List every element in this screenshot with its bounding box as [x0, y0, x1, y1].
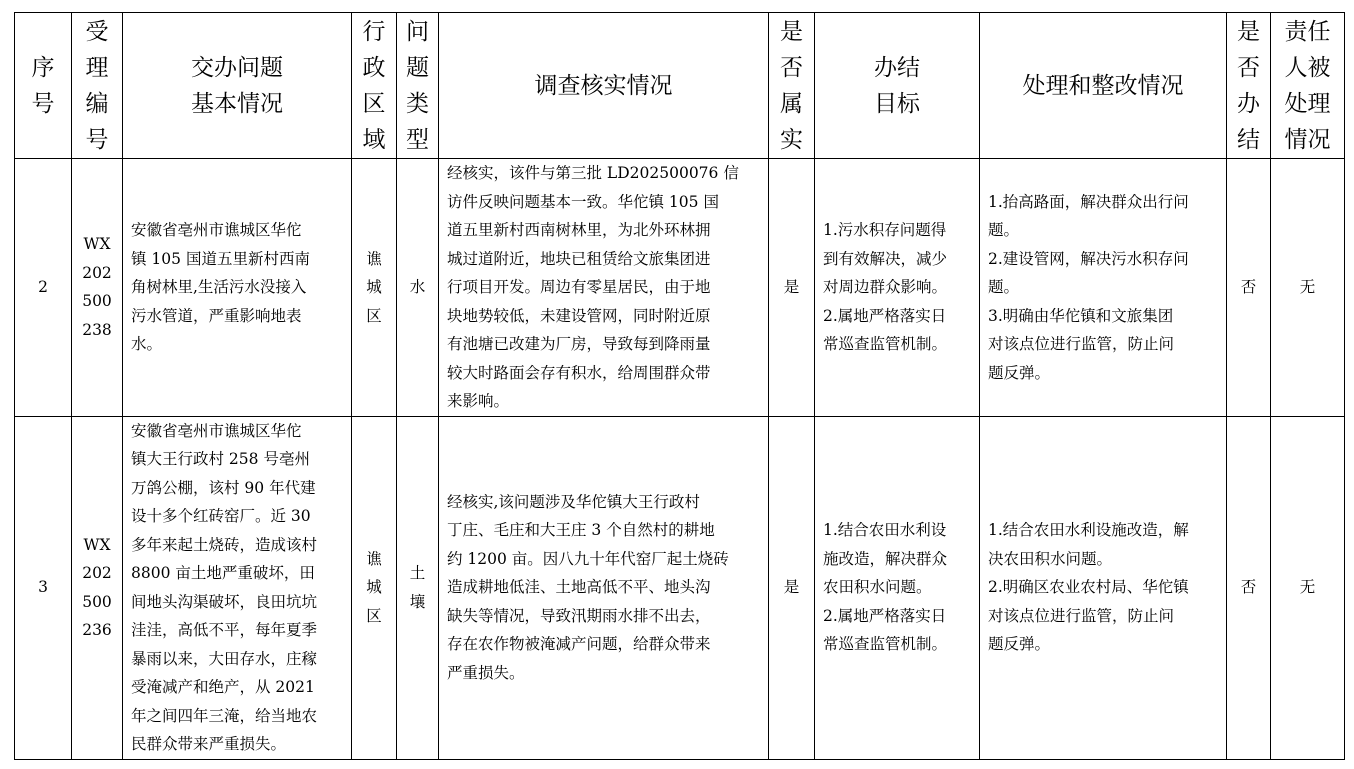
text-line: 决农田积水问题。 [988, 549, 1113, 568]
header-char: 受 [85, 18, 109, 45]
header-char: 号 [31, 90, 55, 117]
text-line: 经核实，该件与第三批 LD202500076 信 [447, 164, 739, 182]
cell-seq: 3 [15, 416, 72, 759]
text-line: 2.属地严格落实日 [823, 306, 947, 325]
text-line: 1.结合农田水利设施改造，解 [988, 521, 1189, 540]
header-char: 行 [362, 18, 386, 45]
header-char: 结 [1237, 126, 1260, 153]
text-line: 万鸽公棚，该村 90 年代建 [131, 478, 316, 497]
text-line: 丁庄、毛庄和大王庄 3 个自然村的耕地 [447, 521, 715, 540]
complaint-table [14, 12, 1345, 760]
header-char: 办 [1237, 90, 1260, 117]
header-handling: 处理和整改情况 [980, 13, 1227, 159]
cell-verified: 是 [769, 159, 815, 417]
text-line: 洼洼，高低不平，每年夏季 [131, 621, 318, 639]
cell-accept-no [72, 416, 123, 759]
cell-accept-no [72, 159, 123, 417]
header-char: 属 [780, 90, 803, 117]
text-line: 壤 [409, 592, 426, 611]
text-line: 2.属地严格落实日 [823, 606, 947, 625]
text-line: 有池塘已改建为厂房，导致每到降雨量 [447, 335, 711, 353]
header-char: 问 [406, 18, 429, 45]
text-line: 约 1200 亩。因八九十年代窑厂起土烧砖 [447, 549, 729, 568]
text-line: 对该点位进行监管，防止问 [988, 606, 1175, 625]
text-line: 来影响。 [447, 392, 510, 410]
cell-type [397, 416, 439, 759]
text-line: 缺失等情况，导致汛期雨水排不出去， [447, 606, 711, 625]
text-line: 水 [409, 278, 426, 296]
text-line: 设十多个红砖窑厂。近 30 [131, 507, 311, 525]
text-line: 间地头沟渠破坏，良田坑坑 [131, 592, 318, 611]
cell-goal [815, 416, 980, 759]
text-line: 目标 [874, 90, 920, 117]
text-line: 经核实,该问题涉及华佗镇大王行政村 [447, 492, 700, 511]
text-line: 污水管道，严重影响地表 [131, 306, 302, 325]
text-line: 谯 [366, 249, 382, 268]
header-char: 序 [31, 54, 55, 81]
text-line: 题反弹。 [988, 635, 1051, 654]
header-char: 是 [780, 18, 803, 45]
text-line: 严重损失。 [447, 663, 525, 682]
text-line: WX [83, 535, 111, 554]
cell-handling [980, 416, 1227, 759]
header-char: 号 [85, 126, 109, 153]
text-line: 民群众带来严重损失。 [131, 735, 287, 753]
header-char: 编 [85, 90, 109, 117]
text-line: 1.污水积存问题得 [823, 221, 947, 239]
header-char: 情况 [1284, 126, 1331, 153]
text-line: 镇大王行政村 258 号亳州 [131, 450, 310, 468]
text-line: 202 [82, 263, 112, 282]
header-char: 是 [1237, 18, 1260, 45]
header-accept-no [72, 13, 123, 159]
text-line: 施改造，解决群众 [823, 549, 948, 568]
text-line: 基本情况 [191, 90, 283, 117]
text-line: 区 [366, 606, 382, 625]
text-line: 安徽省亳州市谯城区华佗 [131, 221, 302, 239]
text-line: 水。 [131, 335, 163, 353]
cell-district [352, 416, 397, 759]
text-line: 对周边群众影响。 [823, 278, 948, 296]
header-verified [769, 13, 815, 159]
cell-closed: 否 [1227, 159, 1271, 417]
cell-handling [980, 159, 1227, 417]
cell-goal [815, 159, 980, 417]
header-district [352, 13, 397, 159]
text-line: 236 [82, 621, 112, 639]
header-investigation: 调查核实情况 [439, 13, 769, 159]
text-line: 暴雨以来，大田存水，庄稼 [131, 649, 318, 668]
text-line: 行项目开发。周边有零星居民，由于地 [447, 278, 711, 296]
text-line: 8800 亩土地严重破坏，田 [131, 564, 315, 582]
text-line: 办结 [874, 54, 920, 81]
text-line: 多年来起土烧砖，造成该村 [131, 535, 318, 554]
text-line: 较大时路面会存有积水，给周围群众带 [447, 363, 711, 382]
text-line: 3.明确由华佗镇和文旅集团 [988, 306, 1174, 325]
text-line: 常巡查监管机制。 [823, 635, 948, 654]
header-char: 题 [406, 54, 429, 81]
text-line: 城 [366, 278, 382, 296]
header-char: 政 [362, 54, 386, 81]
header-char: 人被 [1284, 54, 1331, 81]
cell-investigation [439, 159, 769, 417]
text-line: 1.结合农田水利设 [823, 521, 947, 540]
cell-seq: 2 [15, 159, 72, 417]
text-line: 存在农作物被淹减产问题，给群众带来 [447, 635, 711, 654]
header-seq [15, 13, 72, 159]
text-line: 2.建设管网，解决污水积存问 [988, 249, 1189, 268]
text-line: 2.明确区农业农村局、华佗镇 [988, 578, 1189, 597]
header-goal [815, 13, 980, 159]
text-line: 题。 [988, 278, 1020, 296]
text-line: 角树林里,生活污水没接入 [131, 278, 307, 296]
text-line: 区 [366, 306, 382, 325]
header-char: 理 [85, 54, 109, 81]
cell-issue [123, 159, 352, 417]
text-line: 到有效解决，减少 [823, 249, 948, 268]
table-row [15, 159, 1345, 417]
text-line: 造成耕地低洼、土地高低不平、地头沟 [447, 578, 711, 597]
text-line: 238 [82, 320, 112, 339]
header-char: 否 [780, 54, 803, 81]
text-line: 谯 [366, 549, 382, 568]
cell-closed: 否 [1227, 416, 1271, 759]
text-line: 受淹减产和绝产，从 2021 [131, 678, 315, 696]
cell-accountability: 无 [1271, 416, 1345, 759]
text-line: 农田积水问题。 [823, 578, 932, 597]
text-line: 年之间四年三淹，给当地农 [131, 706, 318, 725]
text-line: 500 [82, 592, 112, 611]
text-line: 交办问题 [191, 54, 283, 81]
header-char: 处理 [1284, 90, 1331, 117]
text-line: 常巡查监管机制。 [823, 335, 948, 353]
header-accountability [1271, 13, 1345, 159]
text-line: 镇 105 国道五里新村西南 [131, 249, 310, 268]
text-line: 城 [366, 578, 382, 597]
text-line: 题反弹。 [988, 363, 1051, 382]
cell-type [397, 159, 439, 417]
header-char: 类 [406, 90, 429, 117]
header-char: 型 [406, 126, 429, 153]
header-char: 区 [362, 90, 386, 117]
text-line: 土 [409, 564, 426, 582]
cell-issue [123, 416, 352, 759]
header-type [397, 13, 439, 159]
text-line: 安徽省亳州市谯城区华佗 [131, 421, 302, 440]
text-line: 城过道附近，地块已租赁给文旅集团进 [447, 249, 711, 268]
text-line: 202 [82, 564, 112, 582]
header-char: 否 [1237, 54, 1260, 81]
cell-district [352, 159, 397, 417]
text-line: 对该点位进行监管，防止问 [988, 335, 1175, 353]
text-line: 访件反映问题基本一致。华佗镇 105 国 [447, 192, 719, 211]
cell-investigation [439, 416, 769, 759]
header-char: 实 [780, 126, 803, 153]
text-line: 道五里新村西南树林里，为北外环林拥 [447, 221, 711, 239]
text-line: 块地势较低，未建设管网，同时附近原 [447, 306, 711, 325]
header-issue [123, 13, 352, 159]
header-char: 责任 [1284, 18, 1331, 45]
header-row [15, 13, 1345, 159]
table-row [15, 416, 1345, 759]
header-char: 域 [362, 126, 386, 153]
text-line: WX [83, 235, 111, 254]
cell-accountability: 无 [1271, 159, 1345, 417]
text-line: 1.抬高路面，解决群众出行问 [988, 192, 1189, 211]
text-line: 题。 [988, 221, 1020, 239]
header-closed [1227, 13, 1271, 159]
text-line: 500 [82, 292, 112, 311]
cell-verified: 是 [769, 416, 815, 759]
